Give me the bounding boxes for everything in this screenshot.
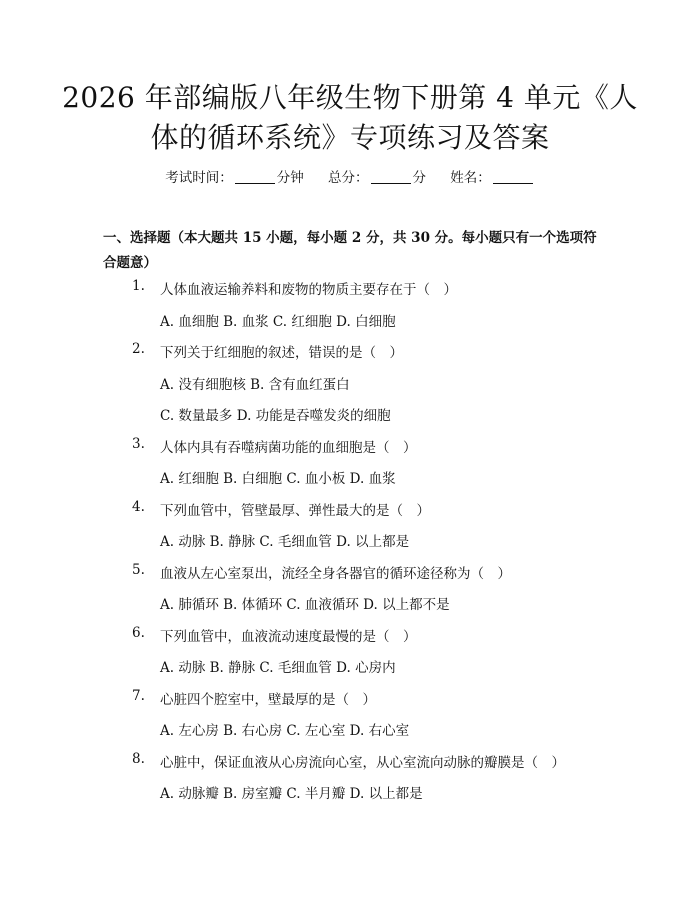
option-line: A. 左心房 B. 右心房 C. 左心室 D. 右心室 (160, 723, 410, 739)
question-number: 4. (132, 498, 145, 515)
exam-time-blank[interactable] (235, 169, 275, 184)
exam-time-label: 考试时间： (165, 170, 233, 186)
question-number: 2. (132, 341, 145, 357)
question-1 (0, 278, 700, 310)
name-field (450, 168, 535, 188)
question-7 (0, 688, 700, 720)
section-header: 一、选择题（本大题共 15 小题，每小题 2 分，共 30 分。每小题只有一个选项符合题意） (103, 230, 597, 271)
question-number: 3. (132, 435, 145, 452)
question-text: 心脏中，保证血液从心房流向心室，从心室流向动脉的瓣膜是（ ） (160, 754, 565, 771)
question-4-options (0, 530, 700, 562)
total-score-field (328, 168, 426, 188)
question-8-options (0, 782, 700, 814)
question-number: 8. (132, 750, 145, 767)
option-line: A. 血细胞 B. 血浆 C. 红细胞 D. 白细胞 (160, 313, 396, 330)
question-4 (0, 499, 700, 531)
question-6 (0, 625, 700, 657)
exam-info-row (0, 168, 700, 188)
question-number: 1. (132, 278, 145, 294)
question-number: 5. (132, 561, 145, 578)
question-text: 下列血管中，血液流动速度最慢的是（ ） (160, 628, 417, 645)
total-score-label: 总分： (328, 170, 369, 186)
question-text: 人体内具有吞噬病菌功能的血细胞是（ ） (160, 439, 417, 456)
title-line-1: 2026 年部编版八年级生物下册第 4 单元《人 (62, 81, 638, 114)
question-2-options-line-1 (0, 373, 700, 405)
option-line: A. 动脉 B. 静脉 C. 毛细血管 D. 心房内 (160, 660, 396, 676)
question-text: 下列血管中，管壁最厚、弹性最大的是（ ） (160, 502, 430, 519)
option-line: C. 数量最多 D. 功能是吞噬发炎的细胞 (160, 408, 391, 424)
question-number: 7. (132, 687, 145, 704)
question-number: 6. (132, 624, 145, 641)
question-3 (0, 436, 700, 468)
option-line: A. 动脉瓣 B. 房室瓣 C. 半月瓣 D. 以上都是 (160, 786, 423, 802)
total-score-unit: 分 (412, 170, 426, 186)
option-line: A. 没有细胞核 B. 含有血红蛋白 (160, 376, 350, 393)
total-score-blank[interactable] (371, 169, 411, 184)
option-line: A. 动脉 B. 静脉 C. 毛细血管 D. 以上都是 (160, 534, 410, 550)
question-text: 下列关于红细胞的叙述，错误的是（ ） (160, 345, 403, 361)
exam-time-unit: 分钟 (276, 170, 304, 186)
question-text: 心脏四个腔室中，壁最厚的是（ ） (160, 691, 376, 708)
name-blank[interactable] (493, 169, 533, 184)
page-title (0, 78, 700, 158)
name-label: 姓名： (450, 170, 491, 186)
option-line: A. 红细胞 B. 白细胞 C. 血小板 D. 血浆 (160, 471, 396, 487)
title-line-2: 体的循环系统》专项练习及答案 (150, 121, 550, 154)
exam-time-field (165, 168, 304, 188)
question-2 (0, 341, 700, 373)
question-7-options (0, 719, 700, 751)
question-text: 人体血液运输养料和废物的物质主要存在于（ ） (160, 282, 457, 298)
question-5 (0, 562, 700, 594)
question-6-options (0, 656, 700, 688)
question-2-options-line-2 (0, 404, 700, 436)
question-8 (0, 751, 700, 783)
question-list (0, 278, 700, 814)
question-5-options (0, 593, 700, 625)
question-1-options (0, 310, 700, 342)
question-3-options (0, 467, 700, 499)
question-text: 血液从左心室泵出，流经全身各器官的循环途径称为（ ） (160, 565, 511, 582)
option-line: A. 肺循环 B. 体循环 C. 血液循环 D. 以上都不是 (160, 597, 450, 613)
